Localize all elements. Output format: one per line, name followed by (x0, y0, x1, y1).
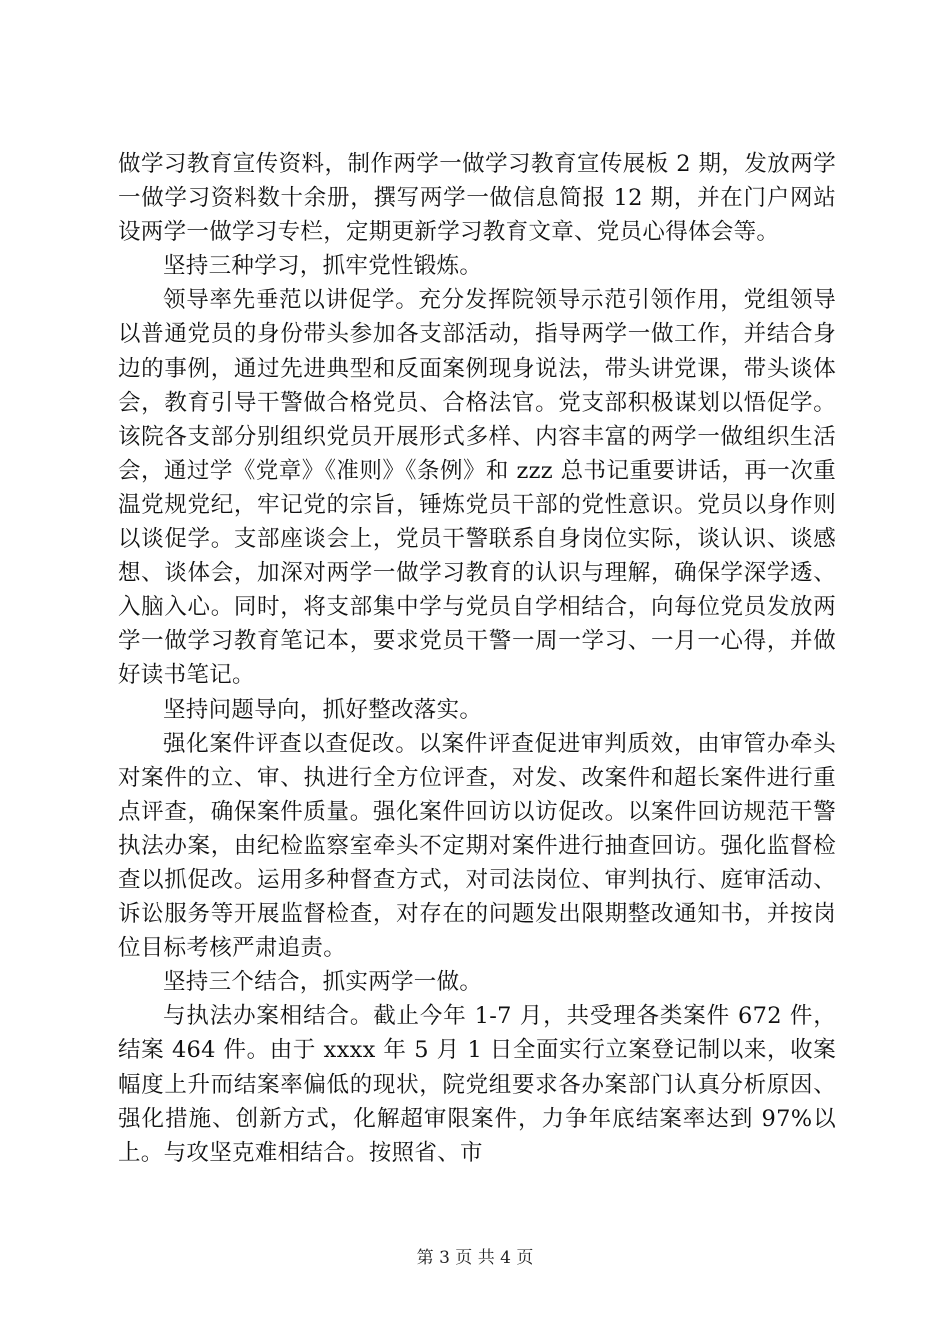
document-body (118, 147, 836, 1170)
paragraph-case-handling: 与执法办案相结合。截止今年 1-7 月，共受理各类案件 672 件，结案 464 件。由于 xxxx 年 5 月 1 日全面实行立案登记制以来，收案幅度上升而结案率偏低的现状，院党组要求各办案部门认真分析原因、强化措施、创新方式，化解超审限案件，力争年底结案率达到 97%以上。与攻坚克难相结合。按照省、市 (118, 1003, 836, 1166)
section-heading-problem-oriented: 坚持问题导向，抓好整改落实。 (163, 696, 483, 723)
page-footer: 第 3 页 共 4 页 (416, 1248, 534, 1268)
paragraph-leadership-study: 领导率先垂范以讲促学。充分发挥院领导示范引领作用，党组领导以普通党员的身份带头参加各支部活动，指导两学一做工作，并结合身边的事例，通过先进典型和反面案例现身说法，带头讲党课，带头谈体会，教育引导干警做合格党员、合格法官。党支部积极谋划以悟促学。该院各支部分别组织党员开展形式多样、内容丰富的两学一做组织生活会，通过学《党章》《准则》《条例》和 zzz 总书记重要讲话，再一次重温党规党纪，牢记党的宗旨，锤炼党员干部的党性意识。党员以身作则以谈促学。支部座谈会上，党员干警联系自身岗位实际，谈认识、谈感想、谈体会，加深对两学一做学习教育的认识与理解，确保学深学透、入脑入心。同时，将支部集中学与党员自学相结合，向每位党员发放两学一做学习教育笔记本，要求党员干警一周一学习、一月一心得，并做好读书笔记。 (118, 287, 836, 689)
section-heading-three-combinations: 坚持三个结合，抓实两学一做。 (163, 969, 483, 996)
paragraph-continuation: 做学习教育宣传资料，制作两学一做学习教育宣传展板 2 期，发放两学一做学习资料数十余册，撰写两学一做信息简报 12 期，并在门户网站设两学一做学习专栏，定期更新学习教育文章、党员心得体会等。 (118, 151, 836, 246)
section-heading-three-studies: 坚持三种学习，抓牢党性锻炼。 (163, 253, 483, 280)
paragraph-case-review: 强化案件评查以查促改。以案件评查促进审判质效，由审管办牵头对案件的立、审、执进行全方位评查，对发、改案件和超长案件进行重点评查，确保案件质量。强化案件回访以访促改。以案件回访规范干警执法办案，由纪检监察室牵头不定期对案件进行抽查回访。强化监督检查以抓促改。运用多种督查方式，对司法岗位、审判执行、庭审活动、诉讼服务等开展监督检查，对存在的问题发出限期整改通知书，并按岗位目标考核严肃追责。 (118, 730, 836, 962)
